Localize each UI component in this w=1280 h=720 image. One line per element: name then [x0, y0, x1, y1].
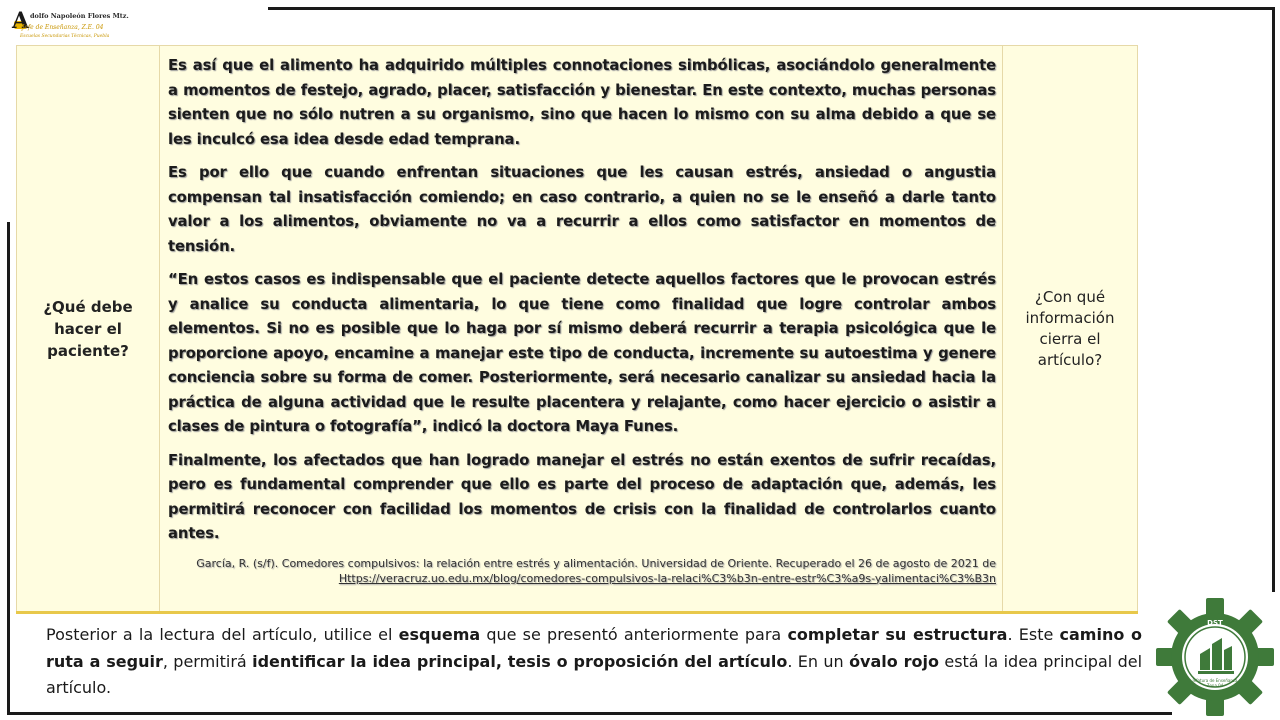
article-table — [16, 45, 1138, 612]
article-paragraph: Es así que el alimento ha adquirido múltiples connotaciones simbólicas, asociándolo generalmente a momentos de festejo, agrado, placer, satisfacción y bienestar. En este contexto, muchas personas sienten que no sólo nutren a su organismo, sino que hacen lo mismo con su alma debido a que se les inculcó esa idea desde edad temprana. — [168, 57, 996, 148]
instructions-segment: . Este — [1007, 625, 1060, 644]
instructions-bold: camino o ruta a seguir — [46, 625, 1142, 671]
author-logo — [12, 8, 129, 50]
article-citation — [168, 556, 996, 586]
citation-text: García, R. (s/f). Comedores compulsivos: la relación entre estrés y alimentación. Universidad de Oriente. Recuperado el 26 de agosto de 2021 de — [196, 556, 996, 570]
article-paragraph: Es por ello que cuando enfrentan situaciones que les causan estrés, ansiedad o angustia compensan tal insatisfacción comiendo; en caso contrario, a quien no se le enseñó a darle tanto valor a los alimentos, obviamente no va a recurrir a ellos como satisfactor en momentos de tensión. — [168, 164, 996, 255]
frame-left-line — [7, 222, 10, 714]
instructions-segment: , permitirá — [162, 651, 253, 671]
instructions-bold: esquema — [398, 625, 481, 644]
badge-top-text: DST — [1207, 619, 1223, 627]
citation-link[interactable]: Https://veracruz.uo.edu.mx/blog/comedores-compulsivos-la-relaci%C3%b3n-entre-estr%C3%a9s-yalimentaci%C3%B3n — [338, 571, 996, 585]
article-paragraph: Finalmente, los afectados que han logrado manejar el estrés no están exentos de sufrir recaídas, pero es fundamental comprender que ello es parte del proceso de adaptación que, además, les permitirá reconocer con facilidad los momentos de crisis con la finalidad de controlarlos cuanto antes. — [168, 451, 996, 542]
article-text-cell — [160, 46, 1003, 611]
instructions-segment: está la idea principal del artículo. — [46, 651, 1143, 697]
instructions-segment: que se presentó anteriormente para — [480, 625, 788, 644]
left-question-text: ¿Qué debe hacer el paciente? — [43, 297, 133, 360]
logo-author-role: Jefe de Enseñanza, Z.E. 04 — [22, 24, 104, 31]
instructions-bold: identificar la idea principal, tesis o proposición del artículo — [252, 651, 788, 671]
frame-top-line — [268, 7, 1273, 10]
right-question-cell — [1003, 46, 1137, 611]
dst-gear-logo — [1154, 596, 1276, 718]
frame-bottom-line — [7, 712, 1172, 715]
badge-caption-line1: Jefatura de Enseñanza — [1192, 678, 1238, 683]
instructions-bold: óvalo rojo — [849, 651, 939, 671]
gold-divider — [16, 611, 1138, 614]
right-question-text: ¿Con qué información cierra el artículo? — [1025, 287, 1115, 369]
frame-right-line — [1272, 7, 1275, 592]
instructions-segment: Posterior a la lectura del artículo, utilice el — [46, 625, 399, 644]
instructions-segment: . En un — [787, 651, 850, 671]
logo-author-institution: Escuelas Secundarias Técnicas, Puebla — [20, 34, 110, 39]
left-question-cell — [17, 46, 160, 611]
instructions-bold: completar su estructura — [787, 625, 1008, 644]
gear-icon — [1156, 598, 1274, 716]
instructions-text — [46, 622, 1142, 702]
article-paragraph: “En estos casos es indispensable que el paciente detecte aquellos factores que le provocan estrés y analice su conducta alimentaria, lo que tiene como finalidad que logre controlar ambos elementos. Si no es posible que lo haga por sí mismo deberá recurrir a terapia psicológica que le proporcione apoyo, encamine a manejar este tipo de conducta, incremente su autoestima y genere conciencia sobre su forma de comer. Posteriormente, será necesario canalizar su ansiedad hacia la práctica de alguna actividad que le resulte placentera y relajante, como hacer ejercicio o asistir a clases de pintura o fotografía”, indicó la doctora Maya Funes. — [168, 271, 996, 435]
logo-author-name: dolfo Napoleón Flores Mtz. — [30, 12, 129, 20]
logo-initial: A — [12, 8, 30, 34]
badge-caption-line2: Zona 04 — [1206, 683, 1224, 688]
